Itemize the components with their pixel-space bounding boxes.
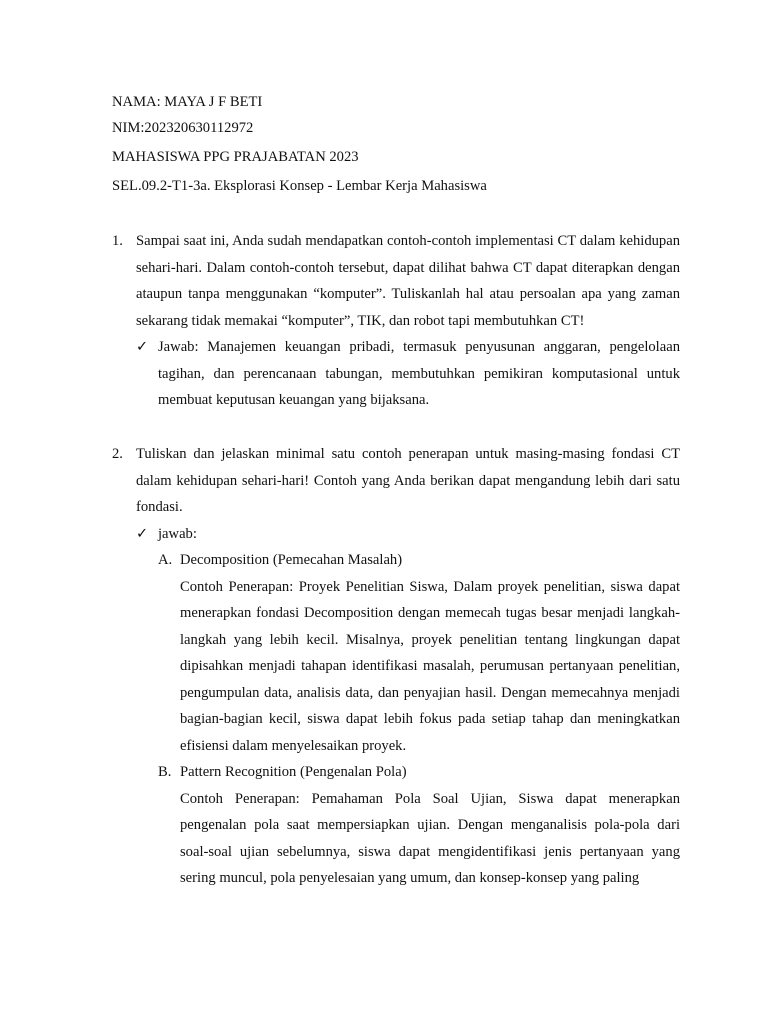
question-2-number: 2. bbox=[112, 446, 123, 462]
answer-item-b-body: Contoh Penerapan: Pemahaman Pola Soal Ujian, Siswa dapat menerapkan pengenalan pola saat mempersiapkan ujian. Dengan menganalisis pola-pola dari soal-soal ujian sebelumnya, siswa dapat mengidentifikasi jenis pertanyaan yang sering muncul, pola penyelesaian yang umum, dan konsep-konsep yang paling bbox=[180, 790, 680, 886]
answer-item-a-letter: A. bbox=[158, 552, 173, 568]
answer-item-b-letter: B. bbox=[158, 764, 172, 780]
question-1-answer-text: Jawab: Manajemen keuangan pribadi, termasuk penyusunan anggaran, pengelolaan tagihan, dan perencanaan tabungan, membutuhkan pemikiran komputasional untuk membuat keputusan keuangan yang bijaksana. bbox=[158, 339, 680, 408]
question-1-answer bbox=[136, 334, 680, 414]
question-1-number: 1. bbox=[112, 233, 123, 249]
checkmark-icon: ✓ bbox=[136, 525, 149, 542]
header-nama: NAMA: MAYA J F BETI bbox=[112, 94, 263, 110]
answer-item-b bbox=[158, 759, 680, 892]
question-1-text: Sampai saat ini, Anda sudah mendapatkan contoh-contoh implementasi CT dalam kehidupan sehari-hari. Dalam contoh-contoh tersebut, dapat dilihat bahwa CT dapat diterapkan dengan ataupun tanpa menggunakan “komputer”. Tuliskanlah hal atau persoalan apa yang zaman sekarang tidak memakai “komputer”, TIK, dan robot tapi membutuhkan CT! bbox=[136, 233, 680, 329]
question-1 bbox=[112, 228, 680, 414]
header-mahasiswa: MAHASISWA PPG PRAJABATAN 2023 bbox=[112, 149, 359, 165]
answer-item-a bbox=[158, 547, 680, 759]
header-sel: SEL.09.2-T1-3a. Eksplorasi Konsep - Lembar Kerja Mahasiswa bbox=[112, 178, 487, 194]
header-nim: NIM:202320630112972 bbox=[112, 120, 254, 136]
question-2 bbox=[112, 441, 680, 892]
checkmark-icon: ✓ bbox=[136, 339, 149, 355]
answer-item-b-title: Pattern Recognition (Pengenalan Pola) bbox=[180, 764, 407, 780]
question-2-answer-text: jawab: bbox=[158, 525, 197, 542]
answer-item-a-title: Decomposition (Pemecahan Masalah) bbox=[180, 552, 403, 568]
question-2-text: Tuliskan dan jelaskan minimal satu contoh penerapan untuk masing-masing fondasi CT dalam kehidupan sehari-hari! Contoh yang Anda berikan dapat mengandung lebih dari satu fondasi. bbox=[136, 446, 680, 515]
question-2-answer bbox=[136, 521, 680, 548]
answer-item-a-body: Contoh Penerapan: Proyek Penelitian Siswa, Dalam proyek penelitian, siswa dapat menerapkan fondasi Decomposition dengan memecah tugas besar menjadi langkah-langkah yang lebih kecil. Misalnya, proyek penelitian tentang lingkungan dapat dipisahkan menjadi tahapan identifikasi masalah, perumusan pertanyaan penelitian, pengumpulan data, analisis data, dan penyajian hasil. Dengan memecahnya menjadi bagian-bagian kecil, siswa dapat lebih fokus pada setiap tahap dan meningkatkan efisiensi dalam menyelesaikan proyek. bbox=[180, 578, 680, 754]
